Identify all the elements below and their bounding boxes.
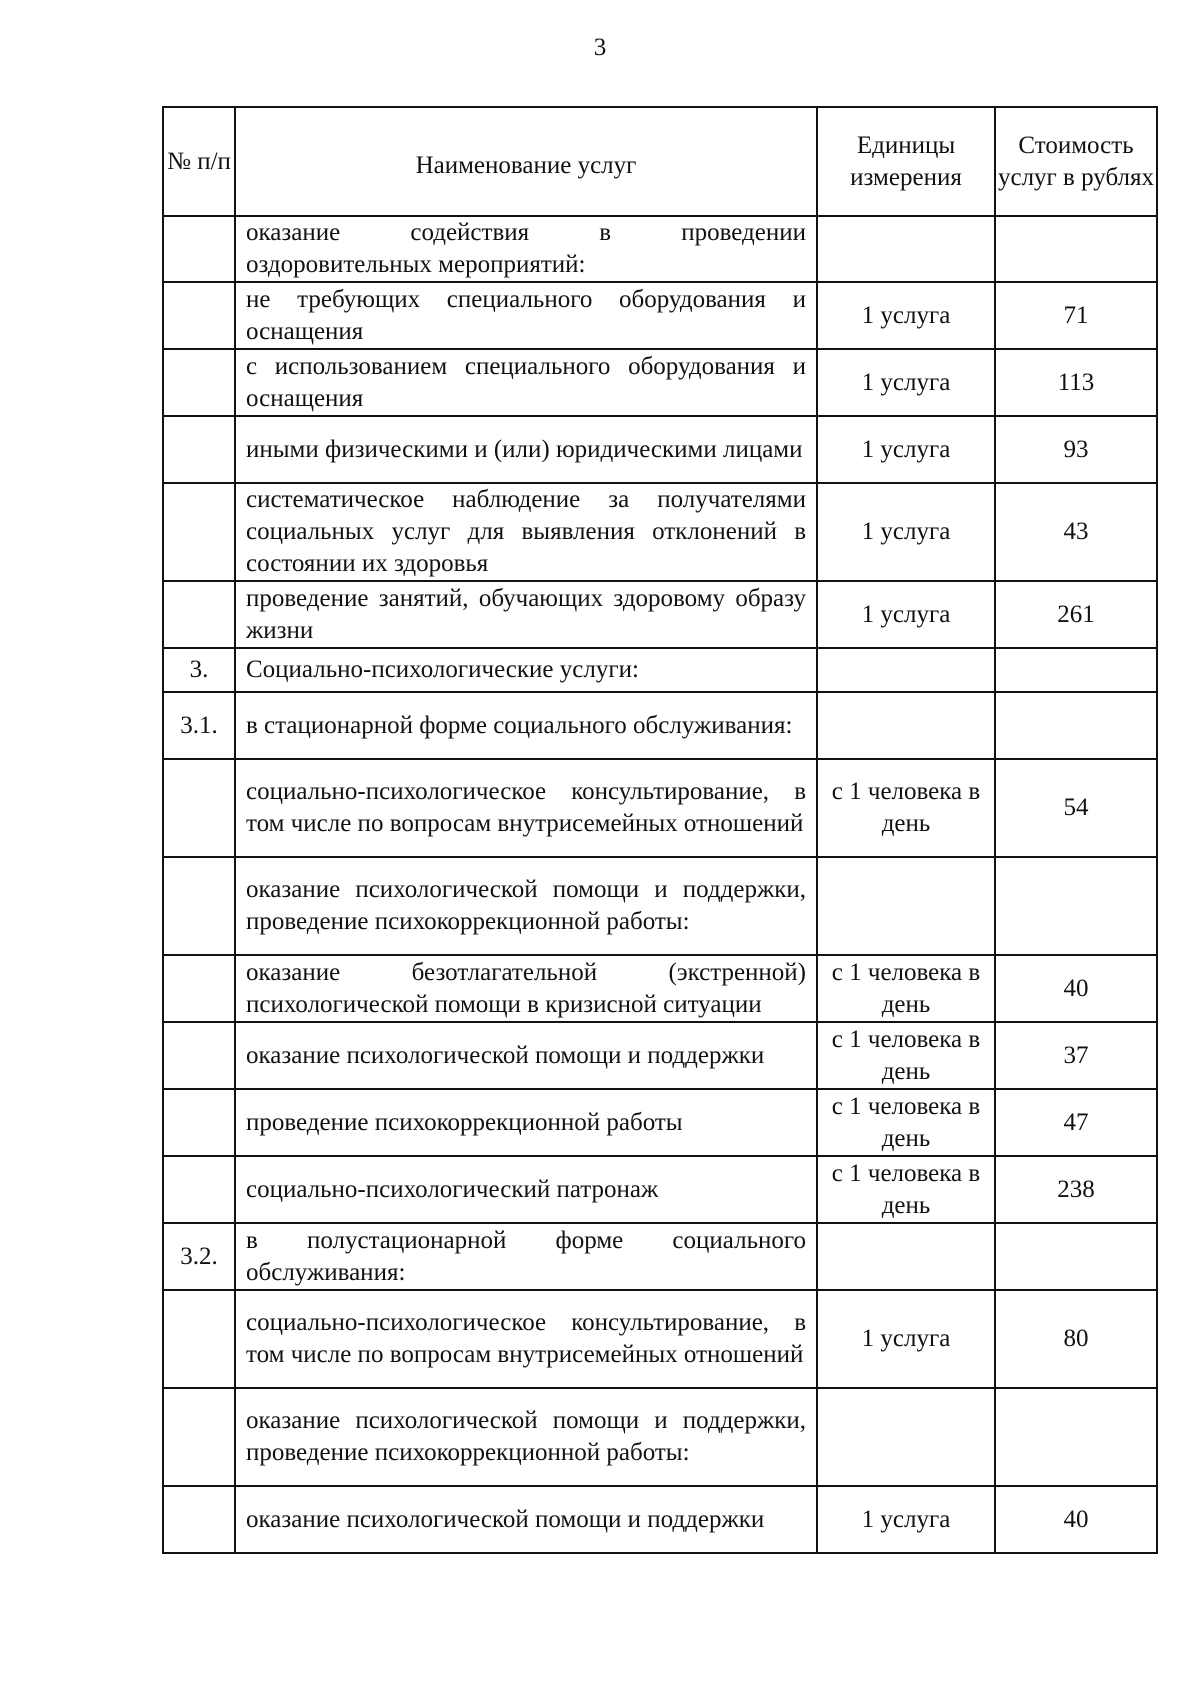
table-row xyxy=(163,581,1157,648)
unit: 1 услуга xyxy=(817,1486,995,1553)
service-name: Социально-психологические услуги: xyxy=(235,648,817,692)
table-row xyxy=(163,1156,1157,1223)
row-number xyxy=(163,955,235,1022)
table-row xyxy=(163,483,1157,581)
row-number xyxy=(163,483,235,581)
table-body xyxy=(163,216,1157,1553)
header-number: № п/п xyxy=(163,107,235,216)
service-name: проведение занятий, обучающих здоровому образу жизни xyxy=(235,581,817,648)
service-name: оказание психологической помощи и поддержки, проведение психокоррекционной работы: xyxy=(235,1388,817,1486)
table-row xyxy=(163,955,1157,1022)
row-number xyxy=(163,216,235,282)
table-row xyxy=(163,648,1157,692)
price: 113 xyxy=(995,349,1157,416)
service-name: оказание психологической помощи и поддержки xyxy=(235,1486,817,1553)
service-name: оказание содействия в проведении оздоровительных мероприятий: xyxy=(235,216,817,282)
header-service-name: Наименование услуг xyxy=(235,107,817,216)
unit xyxy=(817,1223,995,1290)
row-number xyxy=(163,759,235,857)
service-name: оказание психологической помощи и поддержки xyxy=(235,1022,817,1089)
service-name: с использованием специального оборудования и оснащения xyxy=(235,349,817,416)
row-number xyxy=(163,416,235,483)
row-number xyxy=(163,1486,235,1553)
row-number xyxy=(163,1089,235,1156)
price: 54 xyxy=(995,759,1157,857)
table-row xyxy=(163,1223,1157,1290)
price: 37 xyxy=(995,1022,1157,1089)
price xyxy=(995,1223,1157,1290)
table-row xyxy=(163,1290,1157,1388)
service-name: социально-психологическое консультирование, в том числе по вопросам внутрисемейных отношений xyxy=(235,759,817,857)
page-number: 3 xyxy=(593,34,607,61)
row-number xyxy=(163,282,235,349)
table-row xyxy=(163,1486,1157,1553)
unit: 1 услуга xyxy=(817,581,995,648)
row-number xyxy=(163,1156,235,1223)
price xyxy=(995,692,1157,759)
row-number: 3.2. xyxy=(163,1223,235,1290)
unit: 1 услуга xyxy=(817,282,995,349)
table-row xyxy=(163,759,1157,857)
table-header-row xyxy=(163,107,1157,216)
table-row xyxy=(163,1388,1157,1486)
unit: 1 услуга xyxy=(817,349,995,416)
table-row xyxy=(163,216,1157,282)
table-row xyxy=(163,692,1157,759)
price: 47 xyxy=(995,1089,1157,1156)
table-row xyxy=(163,349,1157,416)
service-name: в стационарной форме социального обслуживания: xyxy=(235,692,817,759)
service-name: систематическое наблюдение за получателями социальных услуг для выявления отклонений в состоянии их здоровья xyxy=(235,483,817,581)
price: 71 xyxy=(995,282,1157,349)
row-number xyxy=(163,1290,235,1388)
price: 40 xyxy=(995,955,1157,1022)
table-row xyxy=(163,1022,1157,1089)
table-row xyxy=(163,282,1157,349)
price: 238 xyxy=(995,1156,1157,1223)
unit: с 1 человека в день xyxy=(817,1022,995,1089)
service-name: проведение психокоррекционной работы xyxy=(235,1089,817,1156)
row-number xyxy=(163,581,235,648)
table-row xyxy=(163,1089,1157,1156)
price: 40 xyxy=(995,1486,1157,1553)
row-number xyxy=(163,857,235,955)
price xyxy=(995,1388,1157,1486)
price xyxy=(995,648,1157,692)
service-name: иными физическими и (или) юридическими лицами xyxy=(235,416,817,483)
service-name: социально-психологическое консультирование, в том числе по вопросам внутрисемейных отношений xyxy=(235,1290,817,1388)
unit: 1 услуга xyxy=(817,1290,995,1388)
unit xyxy=(817,692,995,759)
price xyxy=(995,216,1157,282)
table-row xyxy=(163,857,1157,955)
unit: 1 услуга xyxy=(817,483,995,581)
unit xyxy=(817,216,995,282)
row-number xyxy=(163,1388,235,1486)
table-row xyxy=(163,416,1157,483)
service-name: в полустационарной форме социального обслуживания: xyxy=(235,1223,817,1290)
row-number xyxy=(163,1022,235,1089)
row-number: 3.1. xyxy=(163,692,235,759)
price: 80 xyxy=(995,1290,1157,1388)
price: 43 xyxy=(995,483,1157,581)
service-name: социально-психологический патронаж xyxy=(235,1156,817,1223)
unit xyxy=(817,857,995,955)
row-number xyxy=(163,349,235,416)
header-price: Стоимость услуг в рублях xyxy=(995,107,1157,216)
unit: с 1 человека в день xyxy=(817,955,995,1022)
services-price-table xyxy=(162,106,1158,1554)
unit xyxy=(817,648,995,692)
service-name: не требующих специального оборудования и оснащения xyxy=(235,282,817,349)
unit: 1 услуга xyxy=(817,416,995,483)
price: 261 xyxy=(995,581,1157,648)
price: 93 xyxy=(995,416,1157,483)
price xyxy=(995,857,1157,955)
unit: с 1 человека в день xyxy=(817,1156,995,1223)
service-name: оказание психологической помощи и поддержки, проведение психокоррекционной работы: xyxy=(235,857,817,955)
unit: с 1 человека в день xyxy=(817,759,995,857)
unit: с 1 человека в день xyxy=(817,1089,995,1156)
row-number: 3. xyxy=(163,648,235,692)
header-unit: Единицы измерения xyxy=(817,107,995,216)
unit xyxy=(817,1388,995,1486)
service-name: оказание безотлагательной (экстренной) психологической помощи в кризисной ситуации xyxy=(235,955,817,1022)
